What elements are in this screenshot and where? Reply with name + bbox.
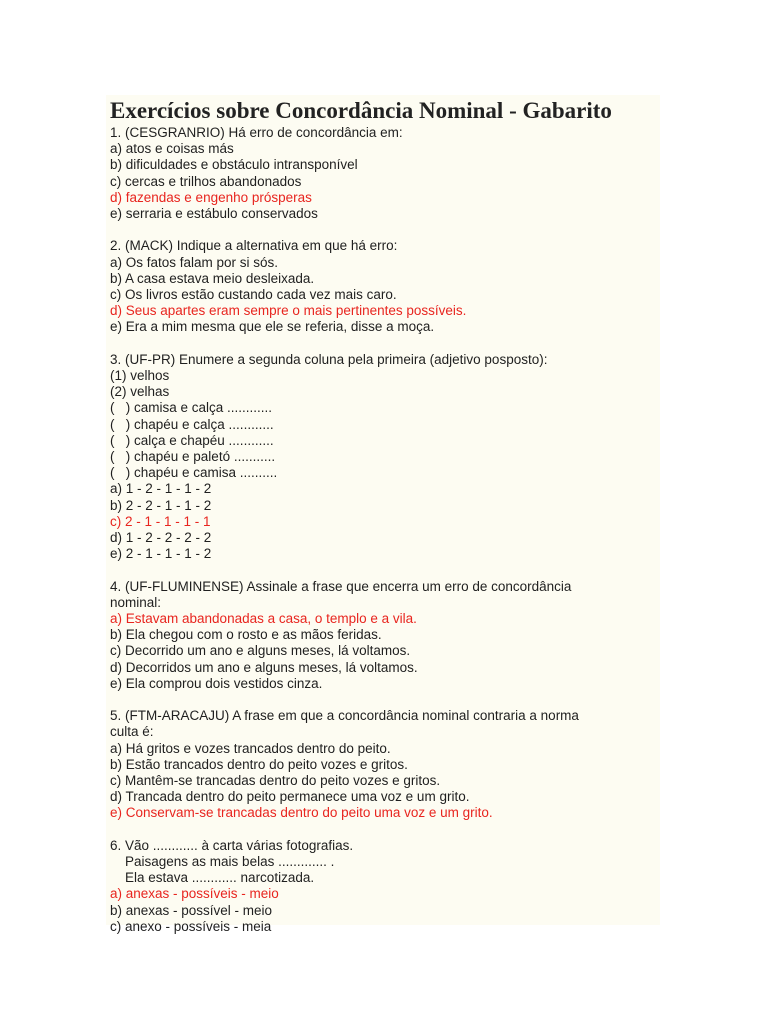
question-prompt: 2. (MACK) Indique a alternativa em que há erro: xyxy=(110,238,398,254)
correct-answer: e) Conservam-se trancadas dentro do peito uma voz e um grito. xyxy=(110,805,493,821)
option: d) Trancada dentro do peito permanece uma voz e um grito. xyxy=(110,789,470,805)
question-prompt: 5. (FTM-ARACAJU) A frase em que a concordância nominal contraria a norma xyxy=(110,708,579,724)
item: ( ) chapéu e paletó ........... xyxy=(110,449,276,465)
question-5 xyxy=(110,708,660,821)
option: b) A casa estava meio desleixada. xyxy=(110,270,315,286)
page-title: Exercícios sobre Concordância Nominal - Gabarito xyxy=(110,98,612,123)
option: c) cercas e trilhos abandonados xyxy=(110,173,302,189)
item: ( ) calça e chapéu ............ xyxy=(110,432,274,448)
option: c) Mantêm-se trancadas dentro do peito vozes e gritos. xyxy=(110,773,441,789)
question-3 xyxy=(110,352,660,563)
question-prompt: 4. (UF-FLUMINENSE) Assinale a frase que encerra um erro de concordância xyxy=(110,578,572,594)
question-prompt: culta é: xyxy=(110,724,154,740)
option: a) atos e coisas más xyxy=(110,141,234,157)
correct-answer: c) 2 - 1 - 1 - 1 - 1 xyxy=(110,513,211,529)
option: b) Ela chegou com o rosto e as mãos feridas. xyxy=(110,627,382,643)
question-4 xyxy=(110,579,660,692)
option: b) Estão trancados dentro do peito vozes e gritos. xyxy=(110,756,408,772)
option: d) Decorridos um ano e alguns meses, lá voltamos. xyxy=(110,659,418,675)
question-prompt: 6. Vão ............ à carta várias fotografias. xyxy=(110,837,354,853)
correct-answer: d) Seus apartes eram sempre o mais pertinentes possíveis. xyxy=(110,303,467,319)
item: (2) velhas xyxy=(110,384,170,400)
option: e) serraria e estábulo conservados xyxy=(110,206,318,222)
option: c) anexo - possíveis - meia xyxy=(110,918,272,934)
option: e) Era a mim mesma que ele se referia, disse a moça. xyxy=(110,319,435,335)
question-prompt: Ela estava ............ narcotizada. xyxy=(110,870,315,886)
option: b) anexas - possível - meio xyxy=(110,902,273,918)
question-2 xyxy=(110,238,660,335)
option: c) Os livros estão custando cada vez mais caro. xyxy=(110,287,397,303)
document-page xyxy=(106,95,660,934)
question-prompt: 3. (UF-PR) Enumere a segunda coluna pela primeira (adjetivo posposto): xyxy=(110,351,548,367)
correct-answer: a) anexas - possíveis - meio xyxy=(110,886,279,902)
option: a) 1 - 2 - 1 - 1 - 2 xyxy=(110,481,212,497)
option: e) Ela comprou dois vestidos cinza. xyxy=(110,675,323,691)
option: d) 1 - 2 - 2 - 2 - 2 xyxy=(110,530,212,546)
question-1 xyxy=(110,125,660,222)
option: e) 2 - 1 - 1 - 1 - 2 xyxy=(110,546,212,562)
correct-answer: d) fazendas e engenho prósperas xyxy=(110,189,312,205)
item: ( ) chapéu e camisa .......... xyxy=(110,465,278,481)
option: b) 2 - 2 - 1 - 1 - 2 xyxy=(110,497,212,513)
item: (1) velhos xyxy=(110,368,170,384)
option: a) Há gritos e vozes trancados dentro do peito. xyxy=(110,740,391,756)
correct-answer: a) Estavam abandonadas a casa, o templo e a vila. xyxy=(110,611,417,627)
question-prompt: 1. (CESGRANRIO) Há erro de concordância em: xyxy=(110,125,403,140)
option: b) dificuldades e obstáculo intransponível xyxy=(110,157,358,173)
question-6 xyxy=(110,838,660,935)
option: a) Os fatos falam por si sós. xyxy=(110,254,279,270)
question-prompt: Paisagens as mais belas ............. . xyxy=(110,854,335,870)
option: c) Decorrido um ano e alguns meses, lá voltamos. xyxy=(110,643,411,659)
item: ( ) camisa e calça ............ xyxy=(110,400,273,416)
question-prompt: nominal: xyxy=(110,594,162,610)
item: ( ) chapéu e calça ............ xyxy=(110,416,274,432)
